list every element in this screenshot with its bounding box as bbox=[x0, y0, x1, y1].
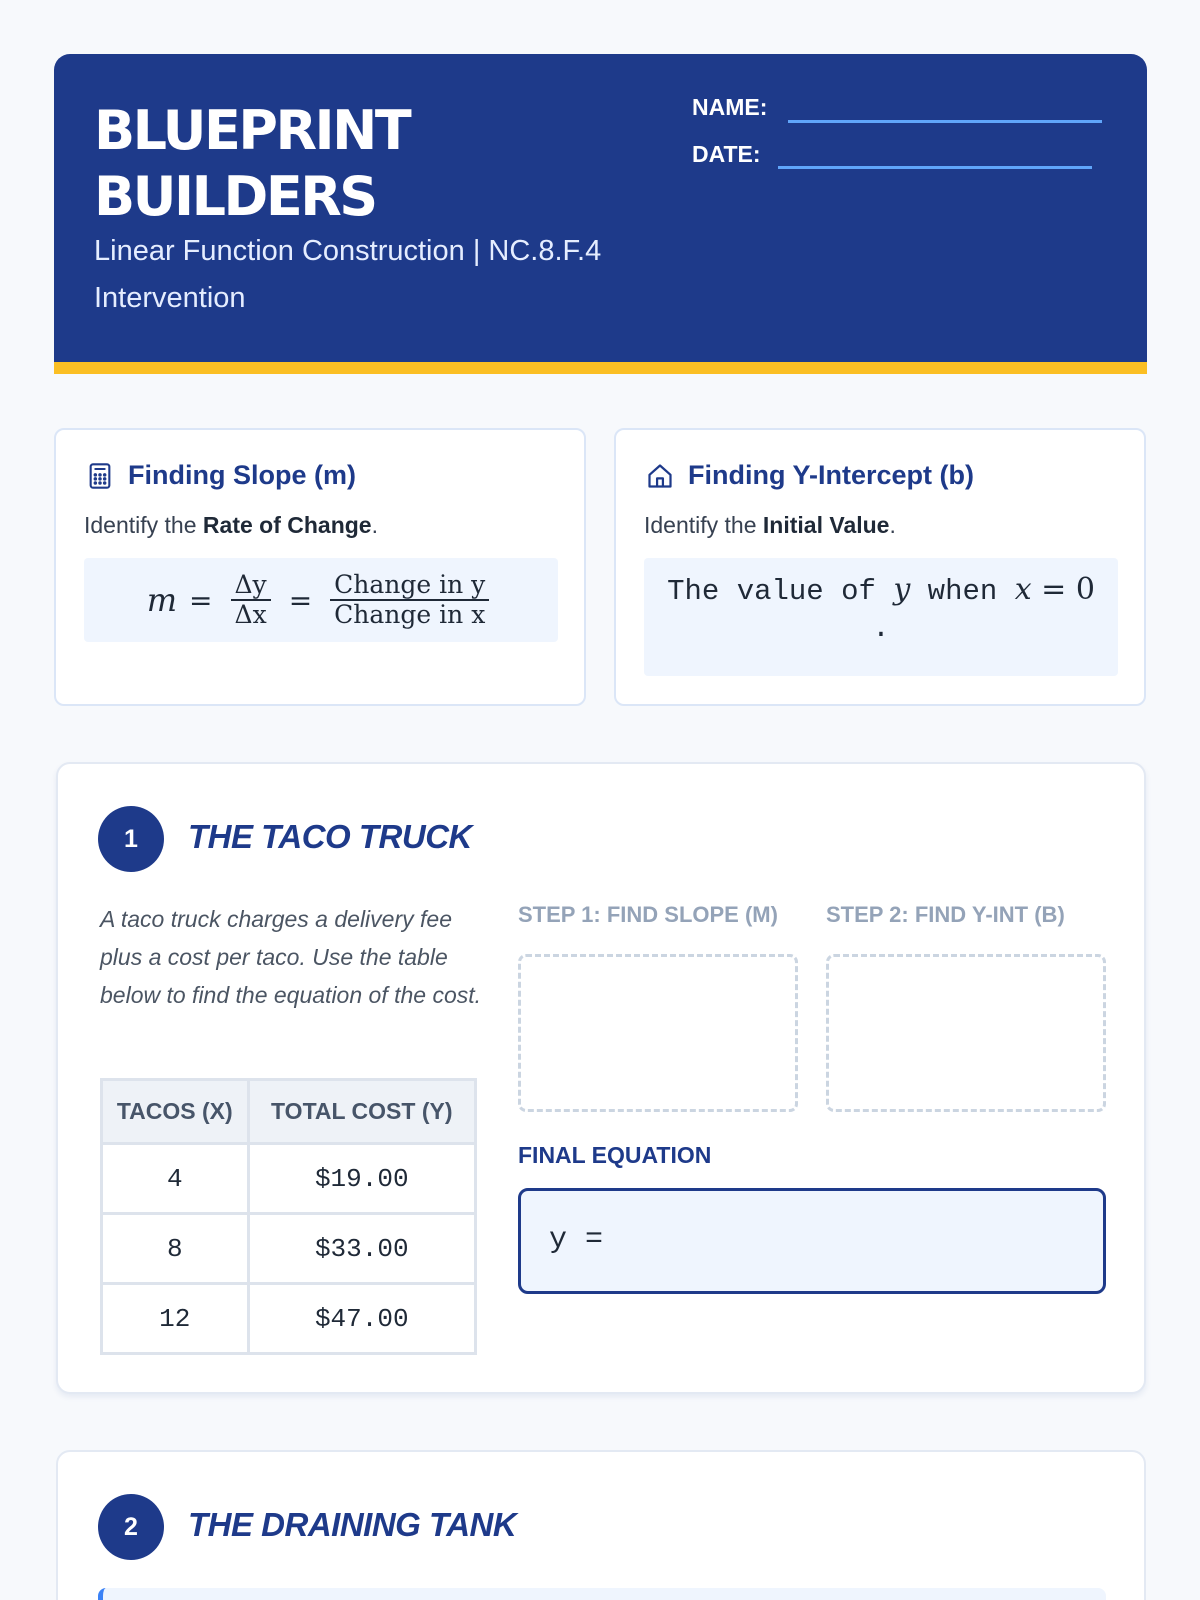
final-equation-input[interactable]: y = bbox=[518, 1188, 1106, 1294]
delta-fraction: $\frac{\Delta y}{\Delta x}$ bbox=[231, 571, 271, 629]
table-cell: 8 bbox=[102, 1214, 249, 1284]
table-header-tacos: TACOS (X) bbox=[102, 1080, 249, 1144]
problem-2-title: THE DRAINING TANK bbox=[188, 1506, 517, 1543]
slope-card bbox=[54, 428, 586, 706]
table-cell: $33.00 bbox=[248, 1214, 475, 1284]
intercept-card-text: Identify the Initial Value. bbox=[644, 512, 896, 538]
calculator-icon bbox=[86, 462, 114, 490]
problem-2-card bbox=[56, 1450, 1146, 1600]
date-input-line[interactable] bbox=[778, 166, 1092, 169]
table-cell: 4 bbox=[102, 1144, 249, 1214]
problem-2-description-box bbox=[98, 1588, 1106, 1600]
worksheet-title bbox=[94, 98, 409, 230]
table-header-row bbox=[102, 1080, 476, 1144]
home-icon bbox=[646, 462, 674, 490]
problem-1-number-badge: 1 bbox=[98, 806, 164, 872]
date-label: DATE: bbox=[692, 141, 761, 167]
taco-data-table bbox=[100, 1078, 477, 1355]
step-1-answer-box[interactable] bbox=[518, 954, 798, 1112]
problem-2-number-badge: 2 bbox=[98, 1494, 164, 1560]
intercept-card-title-text: Finding Y-Intercept (b) bbox=[688, 460, 974, 490]
slope-card-title-text: Finding Slope (m) bbox=[128, 460, 356, 490]
table-cell: 12 bbox=[102, 1284, 249, 1354]
problem-1-title: THE TACO TRUCK bbox=[188, 818, 472, 855]
problem-1-description: A taco truck charges a delivery fee plus a cost per taco. Use the table below to find the equation of the cost. bbox=[100, 906, 482, 1008]
slope-card-title bbox=[86, 460, 356, 491]
change-fraction: $\frac{\text{Change in y}}{\text{Change in x}}$ bbox=[330, 571, 489, 629]
problem-1-card bbox=[56, 762, 1146, 1394]
worksheet-subtitle: Linear Function Construction | NC.8.F.4 Intervention bbox=[94, 235, 602, 314]
worksheet-header bbox=[54, 54, 1147, 374]
table-cell: $47.00 bbox=[248, 1284, 475, 1354]
name-input-line[interactable] bbox=[788, 120, 1102, 123]
title-line-2: BUILDERS bbox=[94, 165, 376, 228]
slope-formula: m = $\frac{\Delta y}{\Delta x}$ = $\frac{\text{Change in y}}{\text{Change in x}}$ bbox=[84, 558, 558, 642]
table-row bbox=[102, 1284, 476, 1354]
step-2-answer-box[interactable] bbox=[826, 954, 1106, 1112]
intercept-card-title bbox=[646, 460, 974, 491]
title-line-1: BLUEPRINT bbox=[94, 99, 410, 162]
step-2-label: STEP 2: FIND Y-INT (B) bbox=[826, 902, 1065, 927]
formula-m: m bbox=[146, 581, 178, 619]
step-1-label: STEP 1: FIND SLOPE (M) bbox=[518, 902, 778, 927]
slope-card-text: Identify the Rate of Change. bbox=[84, 512, 378, 538]
name-label: NAME: bbox=[692, 94, 768, 120]
final-equation-label: FINAL EQUATION bbox=[518, 1142, 712, 1168]
table-row bbox=[102, 1214, 476, 1284]
intercept-card bbox=[614, 428, 1146, 706]
table-row bbox=[102, 1144, 476, 1214]
table-header-cost: TOTAL COST (Y) bbox=[248, 1080, 475, 1144]
intercept-formula: The value of y when x = 0 . bbox=[644, 558, 1118, 676]
table-cell: $19.00 bbox=[248, 1144, 475, 1214]
